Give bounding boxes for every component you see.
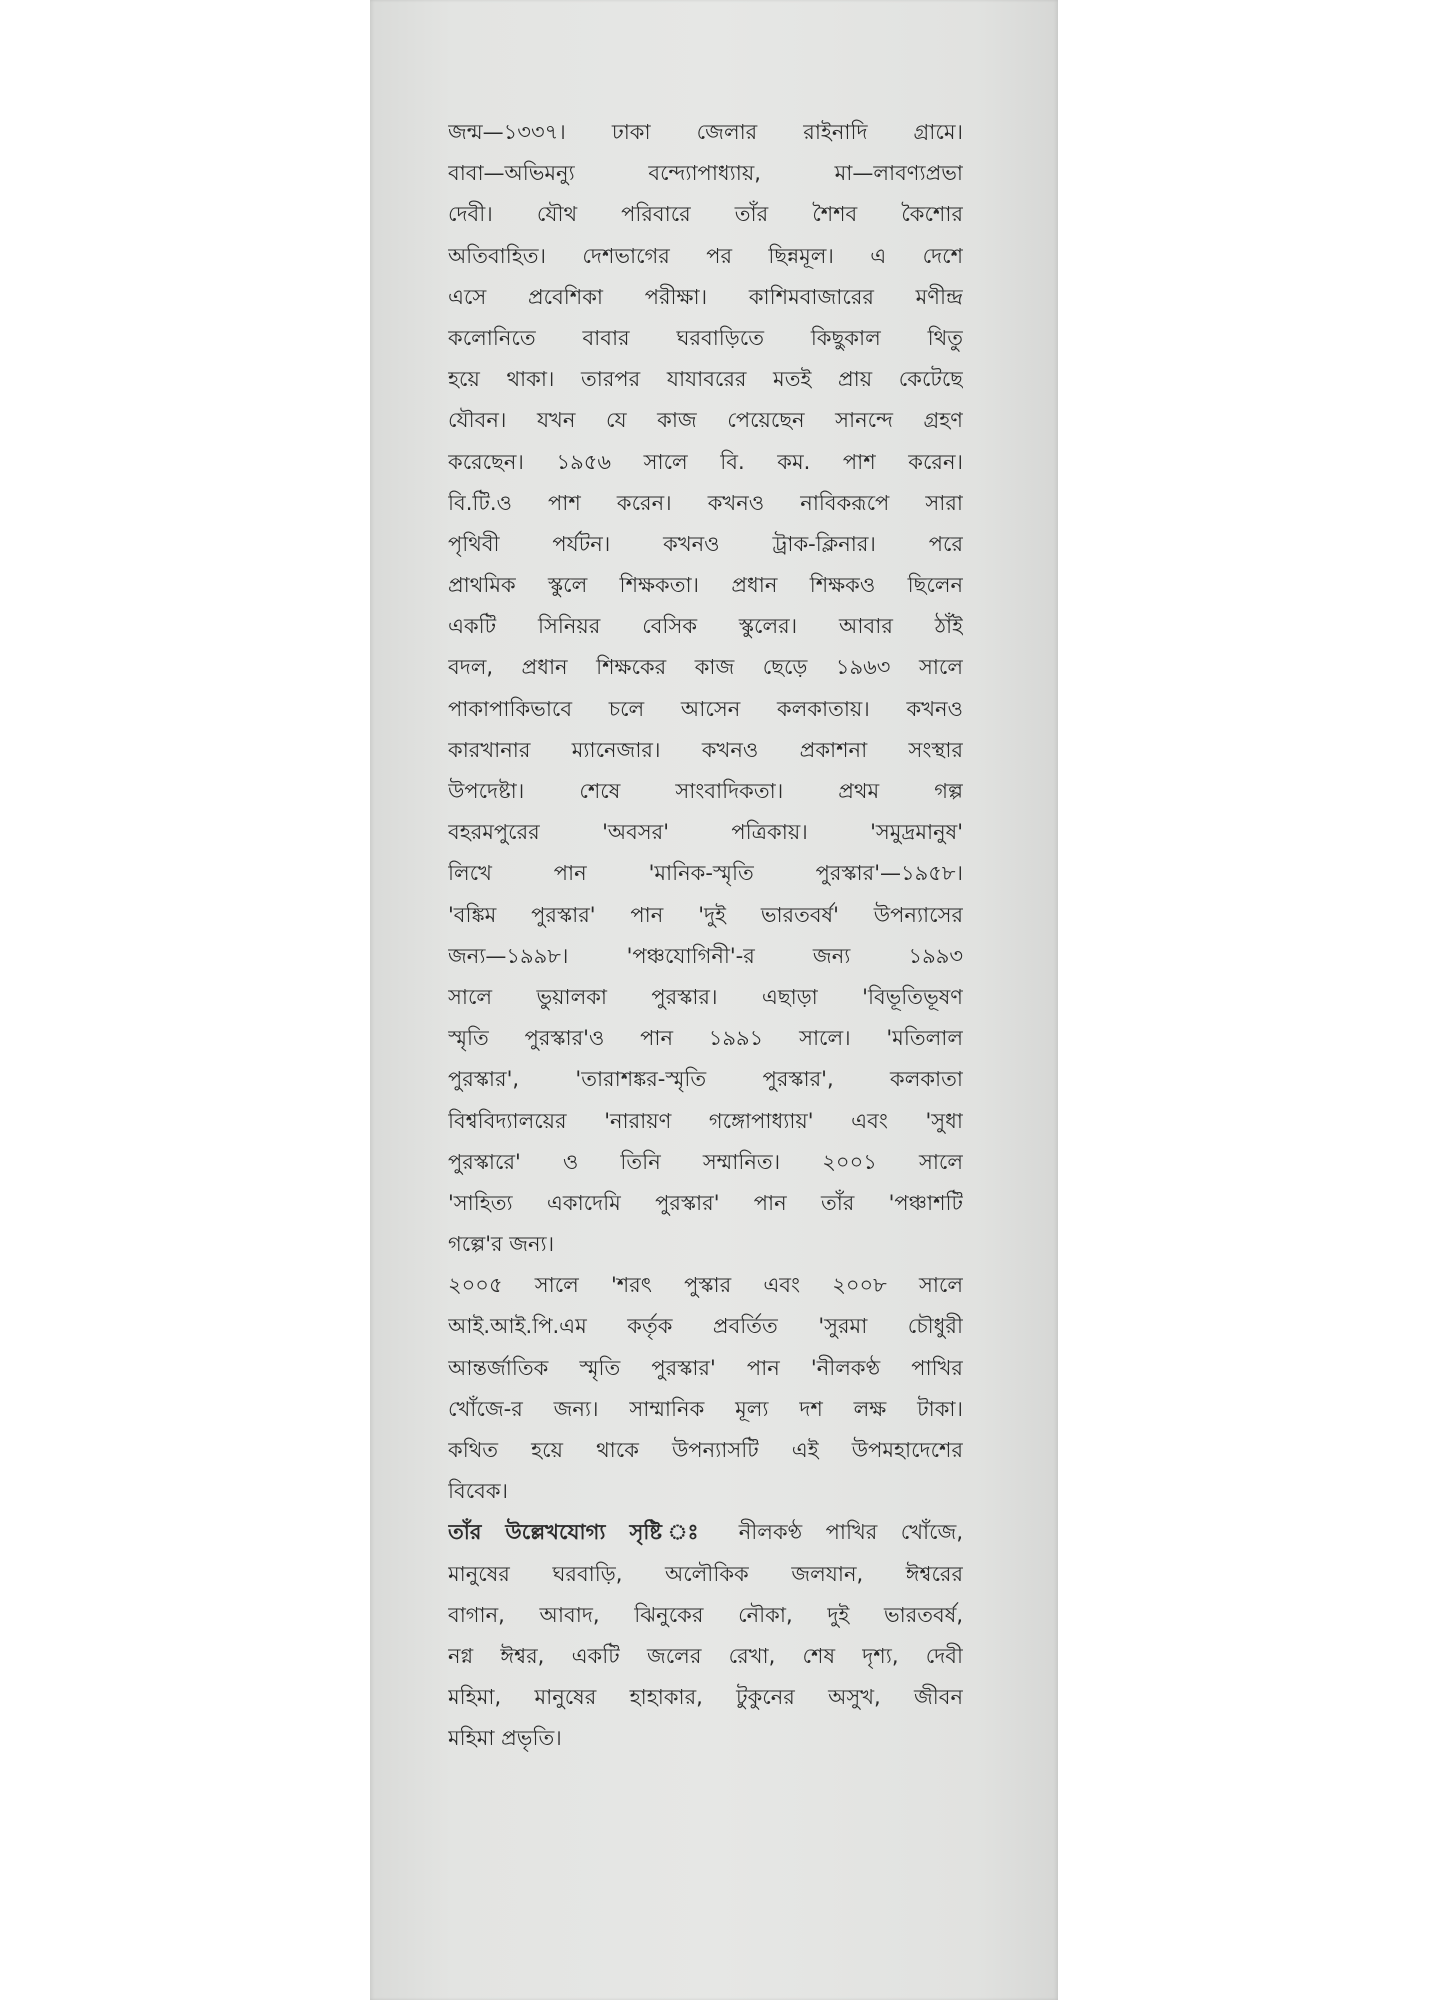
bio-line: 'সাহিত্য একাদেমি পুরস্কার' পান তাঁর 'পঞ্চাশটি (448, 1190, 963, 1215)
bio-line: জন্য—১৯৯৮। 'পঞ্চযোগিনী'-র জন্য ১৯৯৩ (448, 943, 963, 968)
bio-line: খোঁজে-র জন্য। সাম্মানিক মূল্য দশ লক্ষ টাকা। (448, 1396, 963, 1421)
bio-line: দেবী। যৌথ পরিবারে তাঁর শৈশব কৈশোর (448, 202, 963, 227)
bio-line: গল্পে'র জন্য। (448, 1232, 555, 1257)
bio-line: আই.আই.পি.এম কর্তৃক প্রবর্তিত 'সুরমা চৌধুরী (448, 1314, 963, 1339)
bio-line: সালে ভুয়ালকা পুরস্কার। এছাড়া 'বিভূতিভূষণ (448, 984, 963, 1009)
bio-line: করেছেন। ১৯৫৬ সালে বি. কম. পাশ করেন। (448, 449, 963, 474)
bio-line: কারখানার ম্যানেজার। কখনও প্রকাশনা সংস্থার (448, 737, 963, 762)
bio-line: বদল, প্রধান শিক্ষকের কাজ ছেড়ে ১৯৬৩ সালে (448, 655, 963, 680)
author-bio (448, 112, 963, 1760)
bio-line: ২০০৫ সালে 'শরৎ পুস্কার এবং ২০০৮ সালে (448, 1273, 963, 1298)
works-line: মানুষের ঘরবাড়ি, অলৌকিক জলযান, ঈশ্বরের (448, 1561, 963, 1586)
bio-line: লিখে পান 'মানিক-স্মৃতি পুরস্কার'—১৯৫৮। (448, 861, 963, 886)
works-line: মহিমা, মানুষের হাহাকার, টুকুনের অসুখ, জীবন (448, 1685, 963, 1710)
bio-line: বাবা—অভিমন্যু বন্দ্যোপাধ্যায়, মা—লাবণ্যপ্রভা (448, 161, 963, 186)
works-line: নগ্ন ঈশ্বর, একটি জলের রেখা, শেষ দৃশ্য, দেবী (448, 1643, 963, 1668)
bio-line: স্মৃতি পুরস্কার'ও পান ১৯৯১ সালে। 'মতিলাল (448, 1026, 963, 1051)
works-line: মহিমা প্রভৃতি। (448, 1726, 562, 1751)
bio-paragraph-1 (448, 112, 963, 1265)
bio-line: বিবেক। (448, 1479, 509, 1504)
works-first-line (448, 1512, 963, 1553)
book-jacket-flap (370, 0, 1058, 2000)
bio-line: যৌবন। যখন যে কাজ পেয়েছেন সানন্দে গ্রহণ (448, 408, 963, 433)
bio-line: পুরস্কার', 'তারাশঙ্কর-স্মৃতি পুরস্কার', কলকাতা (448, 1067, 963, 1092)
bio-line: কলোনিতে বাবার ঘরবাড়িতে কিছুকাল থিতু (448, 325, 963, 350)
bio-line: বহরমপুরের 'অবসর' পত্রিকায়। 'সমুদ্রমানুষ' (448, 820, 963, 845)
works-line: বাগান, আবাদ, ঝিনুকের নৌকা, দুই ভারতবর্ষ, (448, 1602, 963, 1627)
bio-line: বি.টি.ও পাশ করেন। কখনও নাবিকরূপে সারা (448, 490, 963, 515)
bio-line: 'বঙ্কিম পুরস্কার' পান 'দুই ভারতবর্ষ' উপন্যাসের (448, 902, 963, 927)
bio-line: পৃথিবী পর্যটন। কখনও ট্রাক-ক্লিনার। পরে (448, 531, 963, 556)
bio-line: বিশ্ববিদ্যালয়ের 'নারায়ণ গঙ্গোপাধ্যায়' এবং 'সুধা (448, 1108, 963, 1133)
bio-line: প্রাথমিক স্কুলে শিক্ষকতা। প্রধান শিক্ষকও ছিলেন (448, 573, 963, 598)
bio-line: পাকাপাকিভাবে চলে আসেন কলকাতায়। কখনও (448, 696, 963, 721)
bio-line: আন্তর্জাতিক স্মৃতি পুরস্কার' পান 'নীলকণ্ঠ পাখির (448, 1355, 963, 1380)
bio-line: পুরস্কারে' ও তিনি সম্মানিত। ২০০১ সালে (448, 1149, 963, 1174)
bio-line: কথিত হয়ে থাকে উপন্যাসটি এই উপমহাদেশের (448, 1438, 963, 1462)
bio-line: একটি সিনিয়র বেসিক স্কুলের। আবার ঠাঁই (448, 614, 963, 639)
bio-line: উপদেষ্টা। শেষে সাংবাদিকতা। প্রথম গল্প (448, 779, 963, 803)
works-heading: তাঁর উল্লেখযোগ্য সৃষ্টি ঃ (448, 1520, 716, 1545)
bio-line: অতিবাহিত। দেশভাগের পর ছিন্নমূল। এ দেশে (448, 243, 963, 268)
bio-line: এসে প্রবেশিকা পরীক্ষা। কাশিমবাজারের মণীন্দ্র (448, 284, 963, 309)
bio-line: জন্ম—১৩৩৭। ঢাকা জেলার রাইনাদি গ্রামে। (448, 120, 963, 144)
notable-works (448, 1512, 963, 1759)
bio-paragraph-2 (448, 1265, 963, 1512)
bio-line: হয়ে থাকা। তারপর যাযাবরের মতই প্রায় কেটেছে (448, 367, 963, 392)
works-text: নীলকণ্ঠ পাখির খোঁজে, (715, 1520, 963, 1545)
